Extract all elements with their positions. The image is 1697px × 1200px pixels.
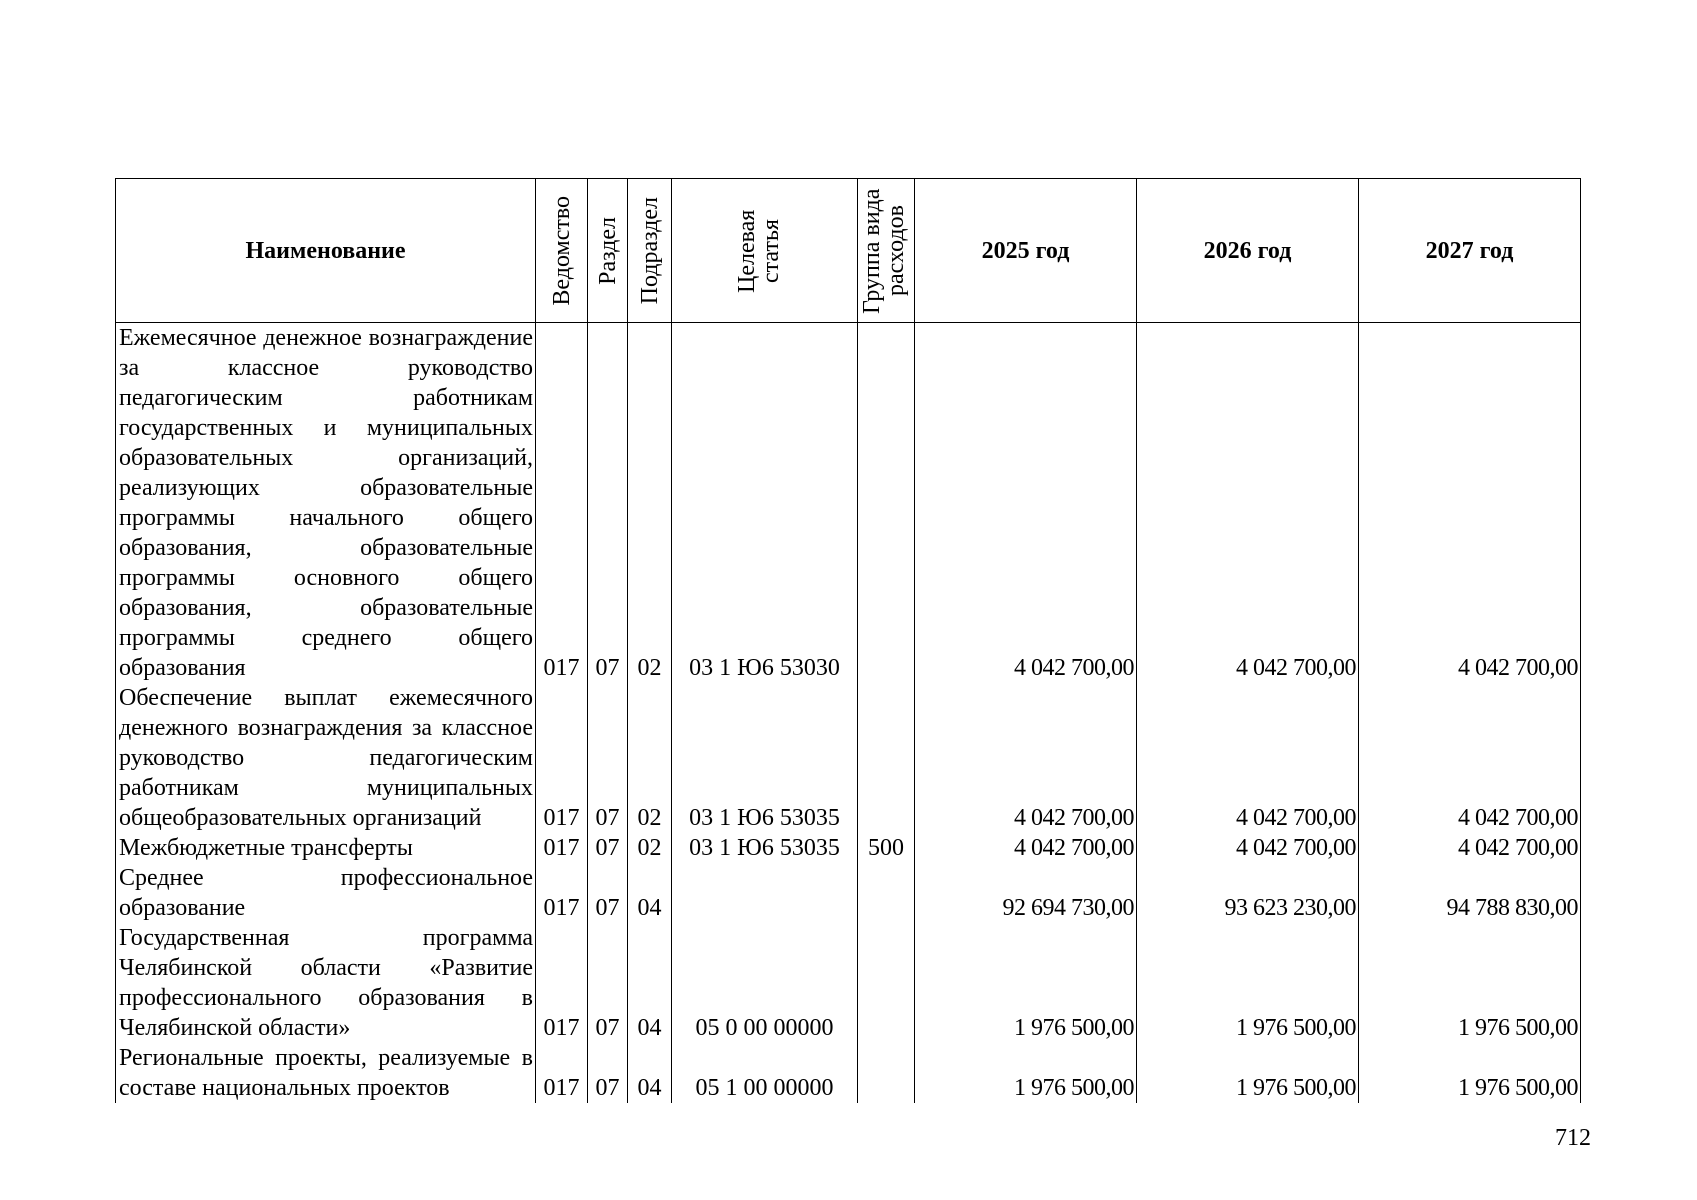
row-expense-group [858,923,915,1043]
row-department: 017 [536,1043,588,1103]
row-section: 07 [588,323,628,684]
row-name: Государственная программа Челябинской области «Развитие профессионального образования в Челябинской области» [116,923,536,1043]
row-amount-2026: 4 042 700,00 [1137,683,1359,833]
row-target-article: 03 1 Ю6 53030 [672,323,858,684]
row-expense-group [858,323,915,684]
row-target-article [672,863,858,923]
row-expense-group [858,683,915,833]
header-expense-group: Группа вида расходов [858,179,915,323]
row-amount-2025: 92 694 730,00 [915,863,1137,923]
row-target-article: 05 1 00 00000 [672,1043,858,1103]
row-name: Ежемесячное денежное вознаграждение за классное руководство педагогическим работникам государственных и муниципальных образовательных организаций, реализующих образовательные программы начального общего образования, образовательные программы основного общего образования, образовательные программы среднего общего образования [116,323,536,684]
row-amount-2025: 4 042 700,00 [915,683,1137,833]
row-amount-2027: 1 976 500,00 [1359,1043,1581,1103]
row-amount-2025: 4 042 700,00 [915,323,1137,684]
row-subsection: 02 [628,323,672,684]
table-row [116,323,1581,684]
table-header [116,179,1581,323]
row-name: Межбюджетные трансферты [116,833,536,863]
row-amount-2026: 1 976 500,00 [1137,1043,1359,1103]
row-expense-group [858,863,915,923]
header-year-2025: 2025 год [915,179,1137,323]
row-department: 017 [536,923,588,1043]
header-target-article: Целевая статья [672,179,858,323]
row-name: Обеспечение выплат ежемесячного денежного вознаграждения за классное руководство педагогическим работникам муниципальных общеобразовательных организаций [116,683,536,833]
row-expense-group: 500 [858,833,915,863]
row-expense-group [858,1043,915,1103]
header-year-2027: 2027 год [1359,179,1581,323]
row-subsection: 04 [628,923,672,1043]
header-name: Наименование [116,179,536,323]
row-amount-2025: 1 976 500,00 [915,923,1137,1043]
row-section: 07 [588,1043,628,1103]
row-department: 017 [536,833,588,863]
row-amount-2026: 4 042 700,00 [1137,833,1359,863]
row-subsection: 02 [628,683,672,833]
row-subsection: 02 [628,833,672,863]
row-section: 07 [588,833,628,863]
row-target-article: 03 1 Ю6 53035 [672,833,858,863]
row-subsection: 04 [628,1043,672,1103]
row-department: 017 [536,323,588,684]
page-number: 712 [1555,1125,1591,1151]
row-section: 07 [588,863,628,923]
row-department: 017 [536,863,588,923]
table-row [116,923,1581,1043]
header-subsection: Подраздел [628,179,672,323]
header-section: Раздел [588,179,628,323]
row-amount-2026: 1 976 500,00 [1137,923,1359,1043]
row-name: Среднее профессиональное образование [116,863,536,923]
header-year-2026: 2026 год [1137,179,1359,323]
table-row [116,863,1581,923]
row-amount-2026: 93 623 230,00 [1137,863,1359,923]
row-target-article: 05 0 00 00000 [672,923,858,1043]
row-target-article: 03 1 Ю6 53035 [672,683,858,833]
row-amount-2026: 4 042 700,00 [1137,323,1359,684]
row-section: 07 [588,683,628,833]
row-amount-2027: 94 788 830,00 [1359,863,1581,923]
table-body [116,323,1581,1104]
row-name: Региональные проекты, реализуемые в составе национальных проектов [116,1043,536,1103]
table-row [116,833,1581,863]
row-amount-2027: 4 042 700,00 [1359,683,1581,833]
row-amount-2025: 1 976 500,00 [915,1043,1137,1103]
header-department: Ведомство [536,179,588,323]
row-amount-2027: 1 976 500,00 [1359,923,1581,1043]
table-row [116,683,1581,833]
budget-table [115,178,1581,1103]
row-amount-2025: 4 042 700,00 [915,833,1137,863]
row-amount-2027: 4 042 700,00 [1359,323,1581,684]
row-section: 07 [588,923,628,1043]
header-row [116,179,1581,323]
row-subsection: 04 [628,863,672,923]
row-department: 017 [536,683,588,833]
table-row [116,1043,1581,1103]
row-amount-2027: 4 042 700,00 [1359,833,1581,863]
